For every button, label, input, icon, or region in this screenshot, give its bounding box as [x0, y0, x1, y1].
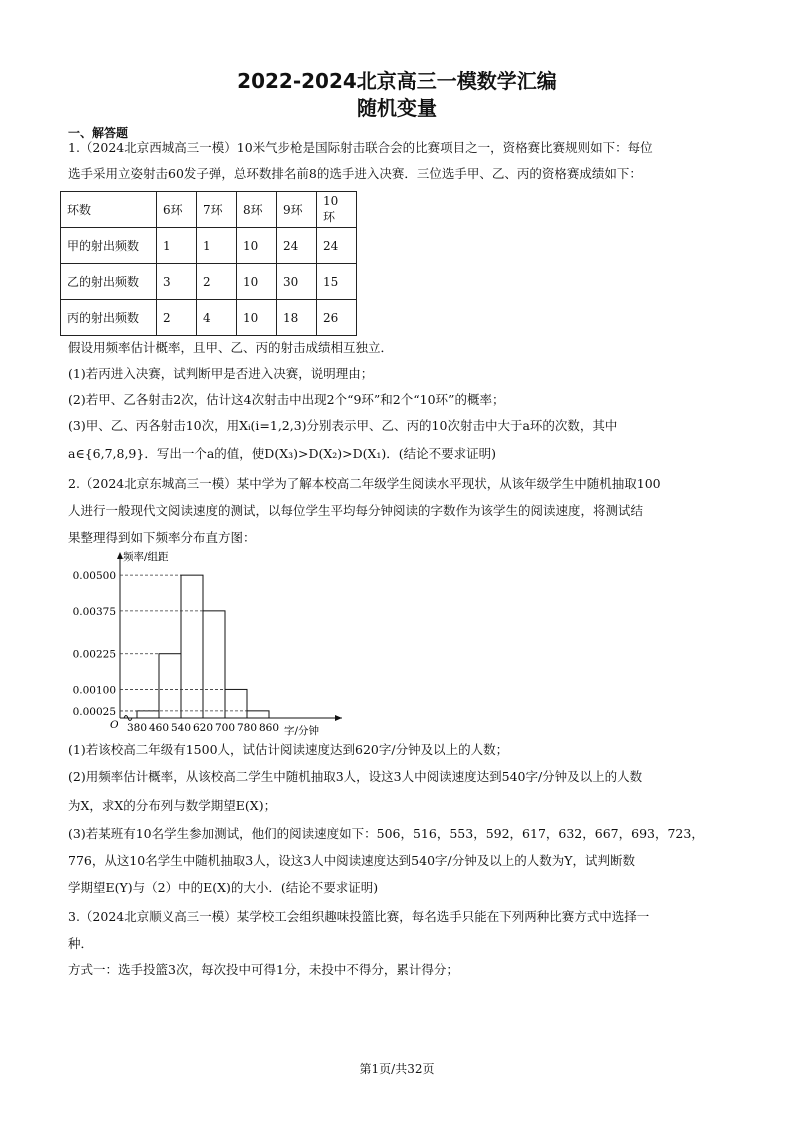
table-row — [61, 264, 357, 300]
histogram-bar — [203, 611, 225, 718]
histogram-bar — [159, 654, 181, 718]
q1-line-2: 选手采用立姿射击60发子弹，总环数排名前8的选手进入决赛．三位选手甲、乙、丙的资格赛成绩如下： — [68, 166, 642, 181]
table-cell: 10 — [237, 264, 277, 300]
q2-line-3: 果整理得到如下频率分布直方图： — [68, 530, 256, 545]
table-cell: 10 — [237, 228, 277, 264]
histogram-bar — [137, 711, 159, 718]
y-axis-label: 频率/组距 — [123, 551, 169, 563]
x-tick-label: 700 — [214, 722, 236, 734]
q3-line-1: 3.（2024北京顺义高三一模）某学校工会组织趣味投篮比赛，每名选手只能在下列两种比赛方式中选择一 — [68, 909, 650, 924]
x-tick-label: 460 — [148, 722, 170, 734]
table-cell: 24 — [277, 228, 317, 264]
document-title: 2022-2024北京高三一模数学汇编 — [237, 69, 557, 93]
origin-label: O — [110, 719, 119, 731]
q3-line-3: 方式一：选手投篮3次，每次投中可得1分，未投中不得分，累计得分； — [68, 962, 459, 977]
q1-line-3: 假设用频率估计概率，且甲、乙、丙的射击成绩相互独立． — [68, 340, 394, 355]
histogram-chart — [62, 548, 362, 738]
y-tick-label: 0.00225 — [72, 648, 116, 661]
table-cell: 2 — [157, 300, 197, 336]
x-tick-label: 620 — [192, 722, 214, 734]
table-cell: 4 — [197, 300, 237, 336]
histogram-bar — [225, 689, 247, 718]
histogram-bar — [181, 575, 203, 718]
table-cell: 2 — [197, 264, 237, 300]
table-cell: 9环 — [277, 192, 317, 228]
table-cell: 6环 — [157, 192, 197, 228]
table-cell: 1 — [197, 228, 237, 264]
q1-part-1: (1)若丙进入决赛，试判断甲是否进入决赛，说明理由； — [68, 366, 374, 381]
table-cell: 乙的射出频数 — [61, 264, 157, 300]
table-cell: 30 — [277, 264, 317, 300]
y-tick-label: 0.00375 — [72, 605, 116, 618]
q2-part-3: (3)若某班有10名学生参加测试，他们的阅读速度如下：506，516，553，592，617，632，667，693，723， — [68, 826, 704, 841]
table-cell: 7环 — [197, 192, 237, 228]
table-cell: 8环 — [237, 192, 277, 228]
section-heading: 一、解答题 — [68, 126, 129, 140]
table-cell: 丙的射出频数 — [61, 300, 157, 336]
q1-part-3: (3)甲、乙、丙各射击10次，用Xᵢ(i=1,2,3)分别表示甲、乙、丙的10次射击中大于a环的次数，其中 — [68, 418, 618, 433]
table-cell: 3 — [157, 264, 197, 300]
q2-part-2-cont: 为X，求X的分布列与数学期望E(X)； — [68, 798, 277, 813]
table-cell: 环数 — [61, 192, 157, 228]
q2-part-1: (1)若该校高二年级有1500人，试估计阅读速度达到620字/分钟及以上的人数； — [68, 742, 509, 757]
table-cell: 15 — [317, 264, 357, 300]
histogram-bar — [247, 711, 269, 718]
x-tick-label: 860 — [258, 722, 280, 734]
histogram-svg — [62, 548, 362, 738]
table-cell: 18 — [277, 300, 317, 336]
page-footer: 第1页/共32页 — [359, 1062, 435, 1076]
x-tick-label: 380 — [126, 722, 148, 734]
x-axis-label: 字/分钟 — [284, 725, 320, 737]
table-cell: 甲的射出频数 — [61, 228, 157, 264]
x-tick-label: 780 — [236, 722, 258, 734]
q2-part-3-end: 学期望E(Y)与（2）中的E(X)的大小．(结论不要求证明) — [68, 880, 379, 895]
y-tick-label: 0.00100 — [72, 684, 116, 697]
x-axis-arrow — [335, 715, 342, 721]
y-tick-label: 0.00500 — [72, 570, 116, 583]
y-tick-label: 0.00025 — [72, 705, 116, 718]
table-cell: 24 — [317, 228, 357, 264]
table-cell: 10环 — [317, 192, 357, 228]
table-cell: 26 — [317, 300, 357, 336]
table-header-row — [61, 192, 357, 228]
scores-table — [60, 191, 357, 336]
q2-line-1: 2.（2024北京东城高三一模）某中学为了解本校高二年级学生阅读水平现状，从该年级学生中随机抽取100 — [68, 476, 661, 491]
q2-line-2: 人进行一般现代文阅读速度的测试，以每位学生平均每分钟阅读的字数作为该学生的阅读速度，将测试结 — [68, 503, 644, 518]
q2-part-3-cont: 776，从这10名学生中随机抽取3人，设这3人中阅读速度达到540字/分钟及以上的人数为Y，试判断数 — [68, 853, 635, 868]
table-cell: 1 — [157, 228, 197, 264]
q1-part-3-cont: a∈{6,7,8,9}．写出一个a的值，使D(X₃)>D(X₂)>D(X₁)．(结论不要求证明) — [68, 446, 497, 461]
document-subtitle: 随机变量 — [357, 96, 437, 120]
table-row — [61, 228, 357, 264]
q1-line-1: 1.（2024北京西城高三一模）10米气步枪是国际射击联合会的比赛项目之一，资格赛比赛规则如下：每位 — [68, 140, 653, 155]
table-cell: 10 — [237, 300, 277, 336]
q2-part-2: (2)用频率估计概率，从该校高二学生中随机抽取3人，设这3人中阅读速度达到540字/分钟及以上的人数 — [68, 769, 643, 784]
q1-part-2: (2)若甲、乙各射击2次，估计这4次射击中出现2个“9环”和2个“10环”的概率； — [68, 392, 505, 407]
table-row — [61, 300, 357, 336]
x-tick-label: 540 — [170, 722, 192, 734]
q3-line-2: 种． — [68, 936, 94, 951]
